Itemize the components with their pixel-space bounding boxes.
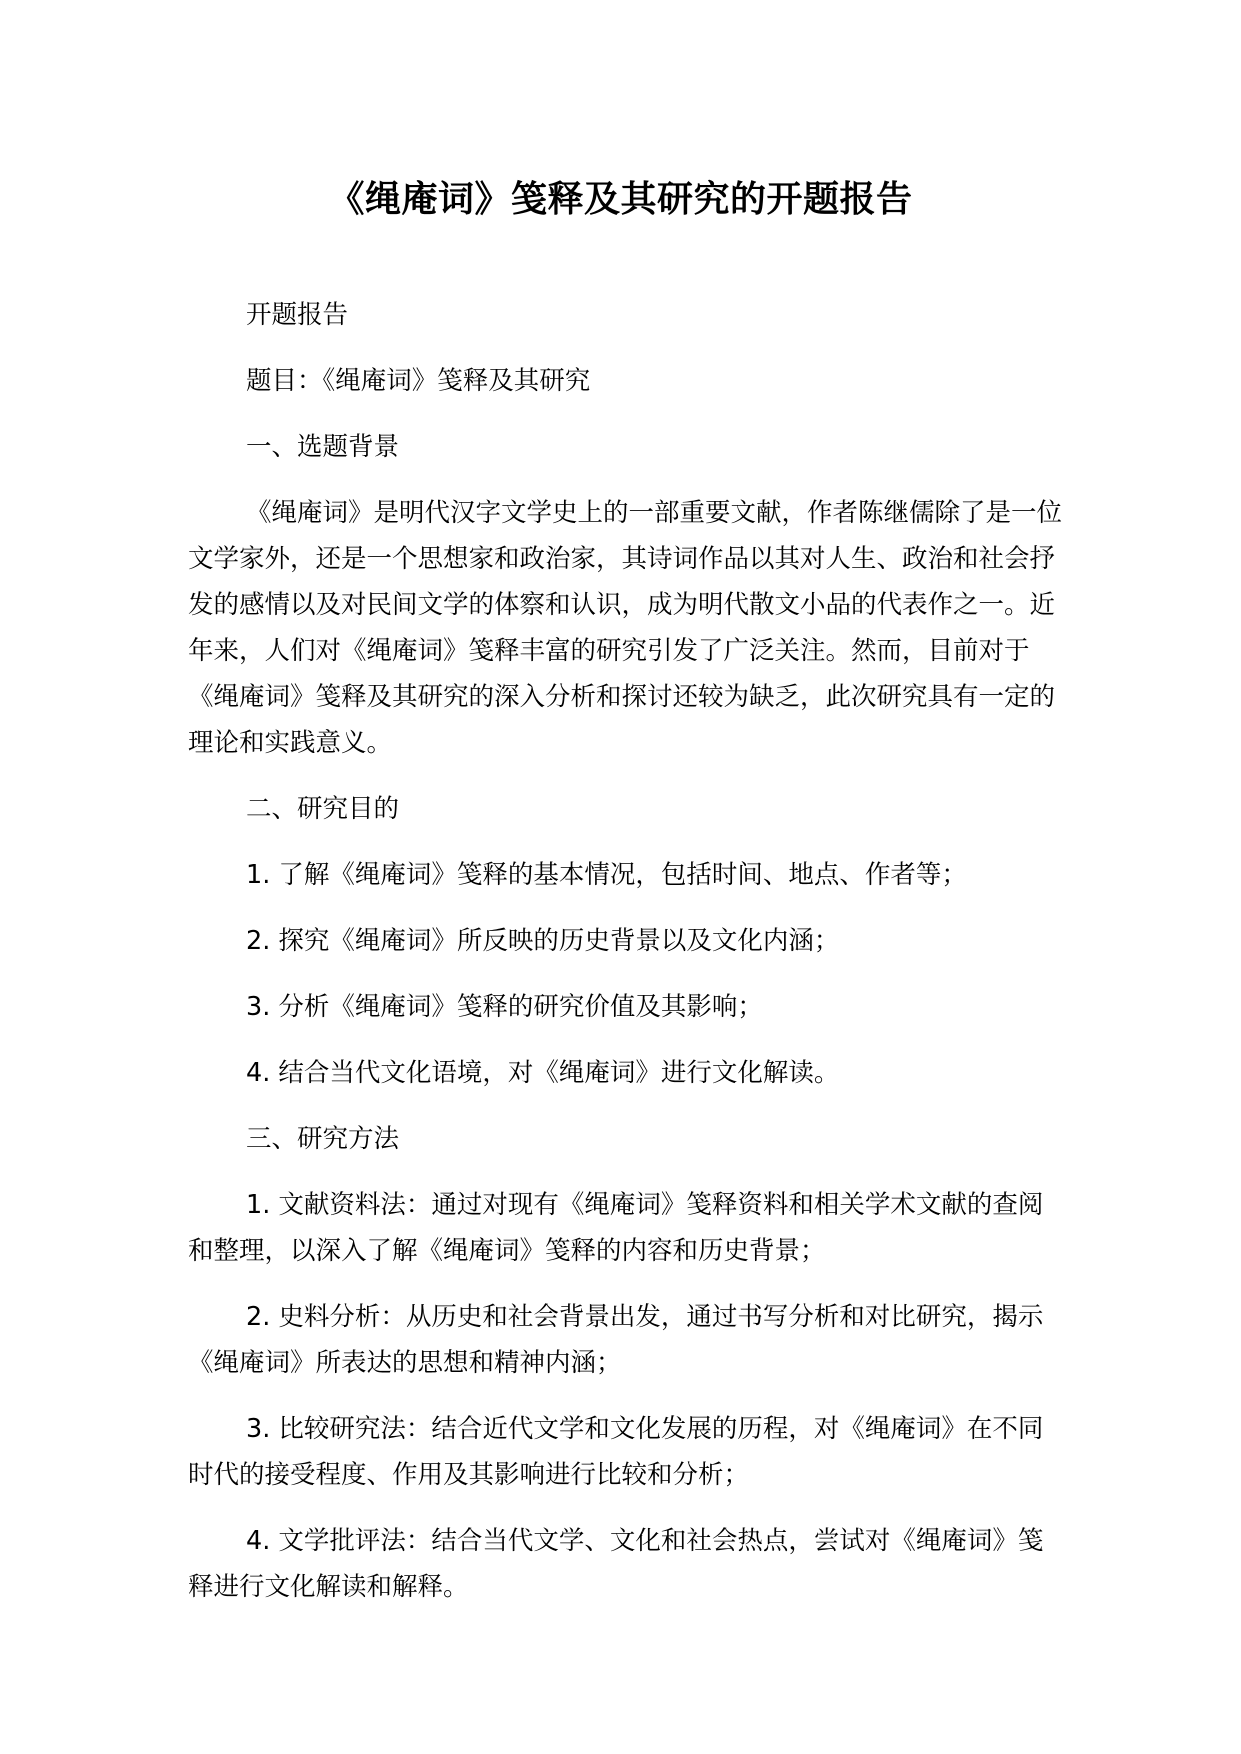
section-heading-methods: 三、研究方法 [246, 1124, 400, 1154]
section-heading-purpose: 二、研究目的 [246, 794, 400, 824]
purpose-item: 1. 了解《绳庵词》笺释的基本情况，包括时间、地点、作者等； [246, 860, 967, 890]
topic-line: 题目：《绳庵词》笺释及其研究 [246, 366, 591, 396]
method-item: 3. 比较研究法：结合近代文学和文化发展的历程，对《绳庵词》在不同时代的接受程度、作用及其影响进行比较和分析； [188, 1414, 1044, 1490]
document-body [188, 292, 1068, 1630]
background-paragraph: 《绳庵词》是明代汉字文学史上的一部重要文献，作者陈继儒除了是一位文学家外，还是一个思想家和政治家，其诗词作品以其对人生、政治和社会抒发的感情以及对民间文学的体察和认识，成为明代散文小品的代表作之一。近年来，人们对《绳庵词》笺释丰富的研究引发了广泛关注。然而，目前对于《绳庵词》笺释及其研究的深入分析和探讨还较为缺乏，此次研究具有一定的理论和实践意义。 [188, 498, 1063, 758]
report-label: 开题报告 [246, 300, 349, 330]
purpose-item: 2. 探究《绳庵词》所反映的历史背景以及文化内涵； [246, 926, 840, 956]
method-item: 4. 文学批评法：结合当代文学、文化和社会热点，尝试对《绳庵词》笺释进行文化解读和解释。 [188, 1526, 1044, 1602]
method-item: 2. 史料分析：从历史和社会背景出发，通过书写分析和对比研究，揭示《绳庵词》所表达的思想和精神内涵； [188, 1302, 1044, 1378]
section-heading-background: 一、选题背景 [246, 432, 400, 462]
method-item: 1. 文献资料法：通过对现有《绳庵词》笺释资料和相关学术文献的查阅和整理，以深入了解《绳庵词》笺释的内容和历史背景； [188, 1190, 1044, 1266]
purpose-item: 3. 分析《绳庵词》笺释的研究价值及其影响； [246, 992, 763, 1022]
purpose-item: 4. 结合当代文化语境，对《绳庵词》进行文化解读。 [246, 1058, 840, 1088]
document-title: 《绳庵词》笺释及其研究的开题报告 [328, 179, 913, 220]
